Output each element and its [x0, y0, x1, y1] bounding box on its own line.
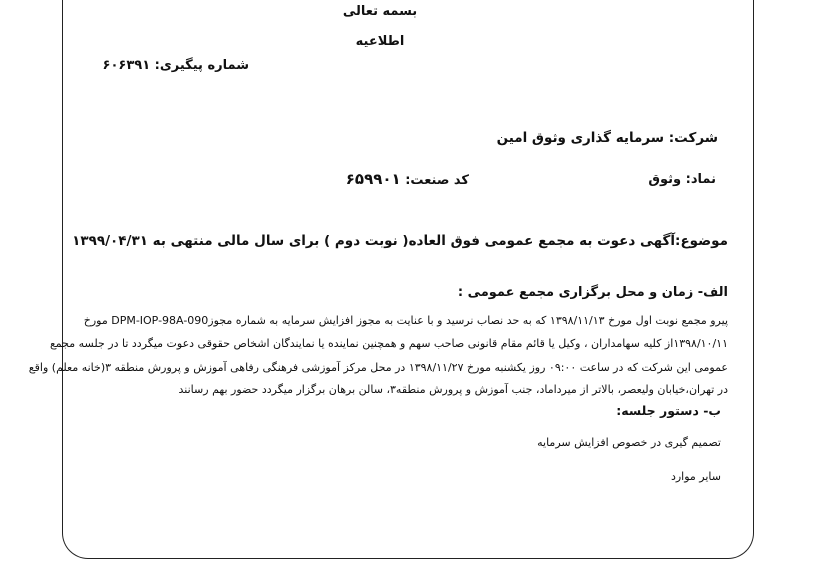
agenda-item: سایر موارد: [670, 470, 721, 483]
section-b-title: ب- دستور جلسه:: [616, 403, 721, 418]
section-a-line: ۱۳۹۸/۱۰/۱۱از کلیه سهامداران ، وکیل یا قائم مقام قانونی صاحب سهم و همچنین نماینده یا نمایندگان اشخاص حقوقی دعوت میگردد تا در جلسه مجمع: [49, 337, 728, 350]
company-name: شرکت: سرمایه گذاری وثوق امین: [496, 130, 718, 146]
tracking-number: شماره پیگیری: ۶۰۶۳۹۱: [102, 58, 249, 73]
industry-code-label: کد صنعت:: [405, 173, 469, 188]
subject-line: موضوع:آگهی دعوت به مجمع عمومی فوق العاده( نوبت دوم ) برای سال مالی منتهی به ۱۳۹۹/۰۴/۳۱: [72, 233, 728, 249]
document-frame: [28, 0, 754, 559]
section-a-line: در تهران،خیابان ولیعصر، بالاتر از میرداماد، جنب آموزش و پرورش منطقه۳، سالن برهان برگزار میگردد حضور بهم رسانند: [178, 383, 728, 396]
section-a-line: عمومی این شرکت که در ساعت ۰۹:۰۰ روز یکشنبه مورخ ۱۳۹۸/۱۱/۲۷ در محل مرکز آموزشی فرهنگی رفاهی آموزش و پرورش منطقه ۳(خانه معلم) واقع: [28, 361, 728, 374]
section-a-line: پیرو مجمع نوبت اول مورخ ۱۳۹۸/۱۱/۱۳ که به حد نصاب نرسید و با عنایت به مجوز افزایش سرمایه به شماره مجوزDPM-IOP-98A-090 مورخ: [83, 314, 728, 327]
section-a-title: الف- زمان و محل برگزاری مجمع عمومی :: [457, 285, 728, 300]
notice-title: اطلاعیه: [355, 34, 405, 49]
industry-code-value: ۶۵۹۹۰۱: [345, 170, 401, 188]
industry-code: [336, 170, 469, 188]
agenda-item: تصمیم گیری در خصوص افزایش سرمایه: [537, 436, 721, 449]
basmala-heading: بسمه تعالی: [342, 4, 418, 19]
company-symbol: نماد: وثوق: [648, 172, 716, 187]
